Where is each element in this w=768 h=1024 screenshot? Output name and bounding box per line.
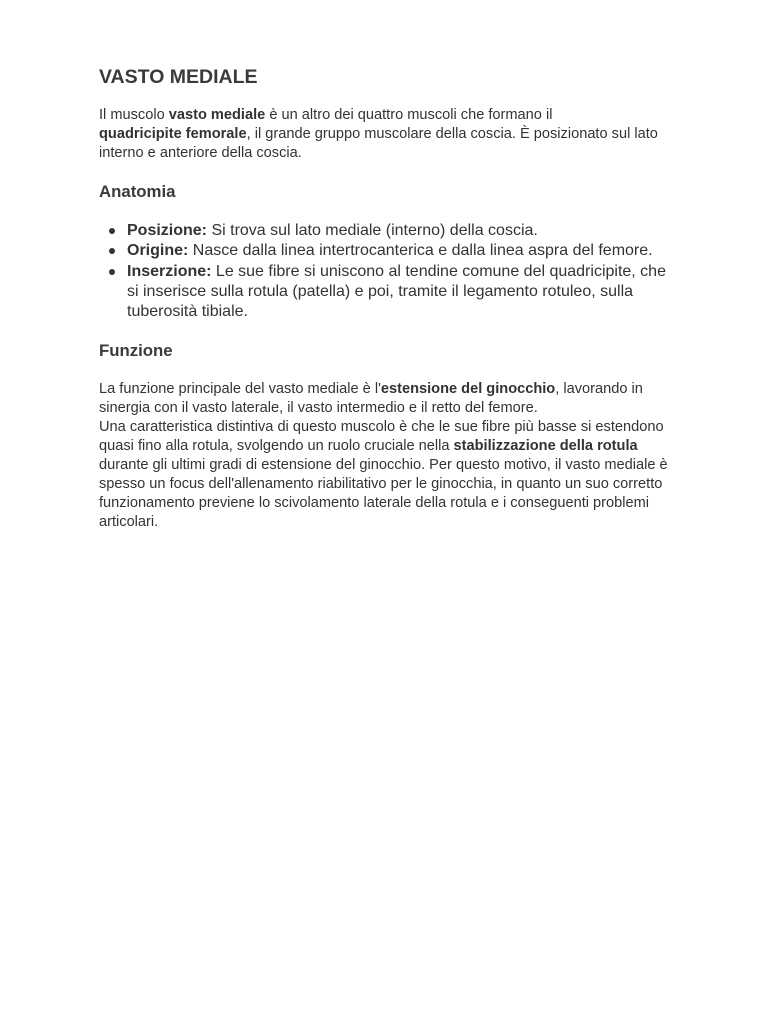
intro-bold-2: quadricipite femorale: [99, 126, 247, 142]
funzione-p1-text-2: , lavorando in sinergia con il vasto laterale, il vasto intermedio e il retto del femore.: [99, 381, 643, 417]
intro-paragraph: [99, 106, 674, 163]
intro-text-2: è un altro dei quattro muscoli che formano il: [265, 107, 553, 123]
list-item-text: Nasce dalla linea intertrocanterica e dalla linea aspra del femore.: [188, 242, 653, 260]
bullet-dot-icon: [109, 228, 115, 234]
funzione-paragraph-1: [99, 380, 674, 418]
list-item: [99, 221, 674, 241]
list-item: [99, 262, 674, 323]
section-heading-anatomia: Anatomia: [99, 182, 176, 201]
bullet-dot-icon: [109, 269, 115, 275]
document-title: VASTO MEDIALE: [99, 66, 258, 88]
funzione-body: [99, 380, 674, 532]
list-item-label: Inserzione:: [127, 262, 212, 280]
anatomia-list: [99, 221, 674, 322]
list-item-text: Le sue fibre si uniscono al tendine comune del quadricipite, che si inserisce sulla rotula (patella) e poi, tramite il legamento rotuleo, sulla tuberosità tibiale.: [127, 262, 666, 321]
list-item-label: Origine:: [127, 242, 189, 260]
funzione-p2-text-1: Una caratteristica distintiva di questo muscolo è che le sue fibre più basse si estendono quasi fino alla rotula, svolgendo un ruolo cruciale nella: [99, 419, 664, 455]
list-item-label: Posizione:: [127, 222, 208, 239]
funzione-p2-text-2: durante gli ultimi gradi di estensione del ginocchio. Per questo motivo, il vasto mediale è spesso un focus dell'allenamento riabilitativo per le ginocchia, in quanto un suo corretto funzionamento previene lo scivolamento laterale della rotula e i conseguenti problemi articolari.: [99, 457, 668, 531]
funzione-p1-bold: estensione del ginocchio: [380, 381, 556, 398]
list-item-text: Si trova sul lato mediale (interno) della coscia.: [207, 222, 538, 239]
document-page: [99, 64, 674, 532]
section-heading-funzione: Funzione: [99, 341, 173, 361]
funzione-paragraph-2: [99, 418, 674, 532]
intro-bold-1: vasto mediale: [168, 107, 266, 123]
intro-text-1: Il muscolo: [99, 107, 169, 123]
funzione-p2-bold: stabilizzazione della rotula: [453, 438, 638, 455]
intro-text-3: , il grande gruppo muscolare della coscia. È posizionato sul lato interno e anteriore della coscia.: [99, 126, 658, 161]
funzione-p1-text-1: La funzione principale del vasto mediale è l': [99, 381, 381, 398]
bullet-dot-icon: [109, 248, 115, 254]
list-item: [99, 241, 674, 261]
